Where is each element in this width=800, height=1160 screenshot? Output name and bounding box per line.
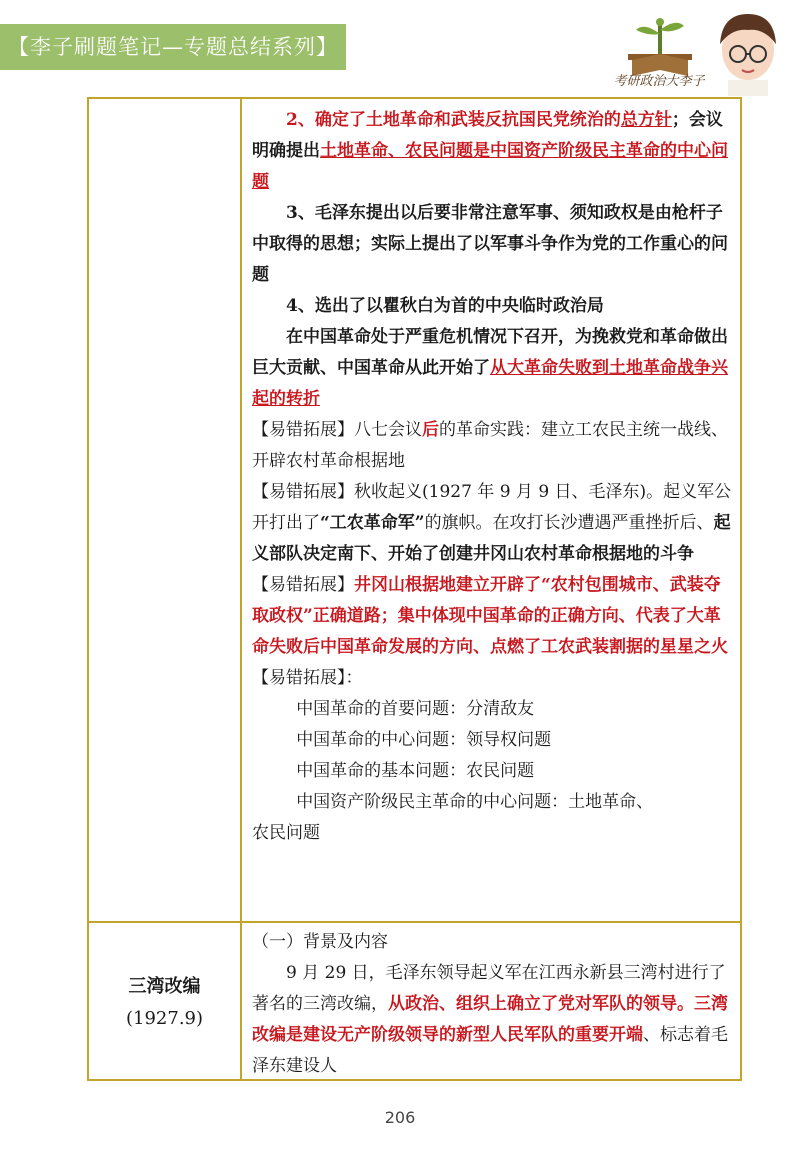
row2-content: [252, 927, 734, 1082]
page-number: 206: [384, 1108, 416, 1127]
row1-content: [252, 105, 734, 849]
list-item: 中国革命的首要问题：分清敌友: [296, 699, 535, 719]
row2-paragraph: 9 月 29 日，毛泽东领导起义军在江西永新县三湾村进行了著名的三湾改编，从政治、组织上确立了党对军队的领导。三湾改编是建设无产阶级领导的新型人民军队的重要开端、标志着毛泽东建设人: [252, 963, 728, 1076]
paragraph-7: 【易错拓展】井冈山根据地建立开辟了“农村包围城市、武装夺取政权”正确道路；集中体现中国革命的正确方向、代表了大革命失败后中国革命发展的方向、点燃了工农武装割据的星星之火: [252, 575, 728, 657]
row2-title: 三湾改编: [128, 976, 201, 997]
paragraph-5: 【易错拓展】八七会议后的革命实践：建立工农民主统一战线、开辟农村革命根据地: [252, 420, 728, 471]
paragraph-6: 【易错拓展】秋收起义(1927 年 9 月 9 日、毛泽东)。起义军公开打出了“工农革命军”的旗帜。在攻打长沙遭遇严重挫折后、起义部队决定南下、开始了创建井冈山农村革命根据地的斗争: [252, 482, 732, 564]
logo-text: 考研政治大李子: [613, 74, 705, 89]
list-item: 中国革命的中心问题：领导权问题: [296, 730, 552, 750]
cartoon-avatar-icon: [712, 10, 784, 96]
row2-label: [89, 971, 240, 1035]
row2-year: (1927.9): [125, 1008, 204, 1029]
column-divider: [240, 99, 242, 1079]
list-item: 中国革命的基本问题：农民问题: [296, 761, 535, 781]
list-item-tail: 农民问题: [252, 823, 320, 843]
paragraph-2: 3、毛泽东提出以后要非常注意军事、须知政权是由枪杆子中取得的思想；实际上提出了以军事斗争作为党的工作重心的问题: [252, 203, 728, 285]
paragraph-1: 2、确定了土地革命和武装反抗国民党统治的总方针；会议明确提出土地革命、农民问题是中国资产阶级民主革命的中心问题: [252, 110, 728, 192]
paragraph-4: 在中国革命处于严重危机情况下召开，为挽救党和革命做出巨大贡献、中国革命从此开始了从大革命失败到土地革命战争兴起的转折: [252, 327, 728, 409]
list-item: 中国资产阶级民主革命的中心问题：土地革命、: [296, 792, 654, 812]
paragraph-8: 【易错拓展】：: [252, 668, 363, 688]
row2-heading: （一）背景及内容: [252, 932, 388, 952]
header-banner: 【李子刷题笔记—专题总结系列】: [0, 24, 346, 70]
row-divider: [89, 921, 740, 923]
paragraph-3: 4、选出了以瞿秋白为首的中央临时政治局: [286, 296, 604, 316]
notes-table: [87, 97, 742, 1081]
